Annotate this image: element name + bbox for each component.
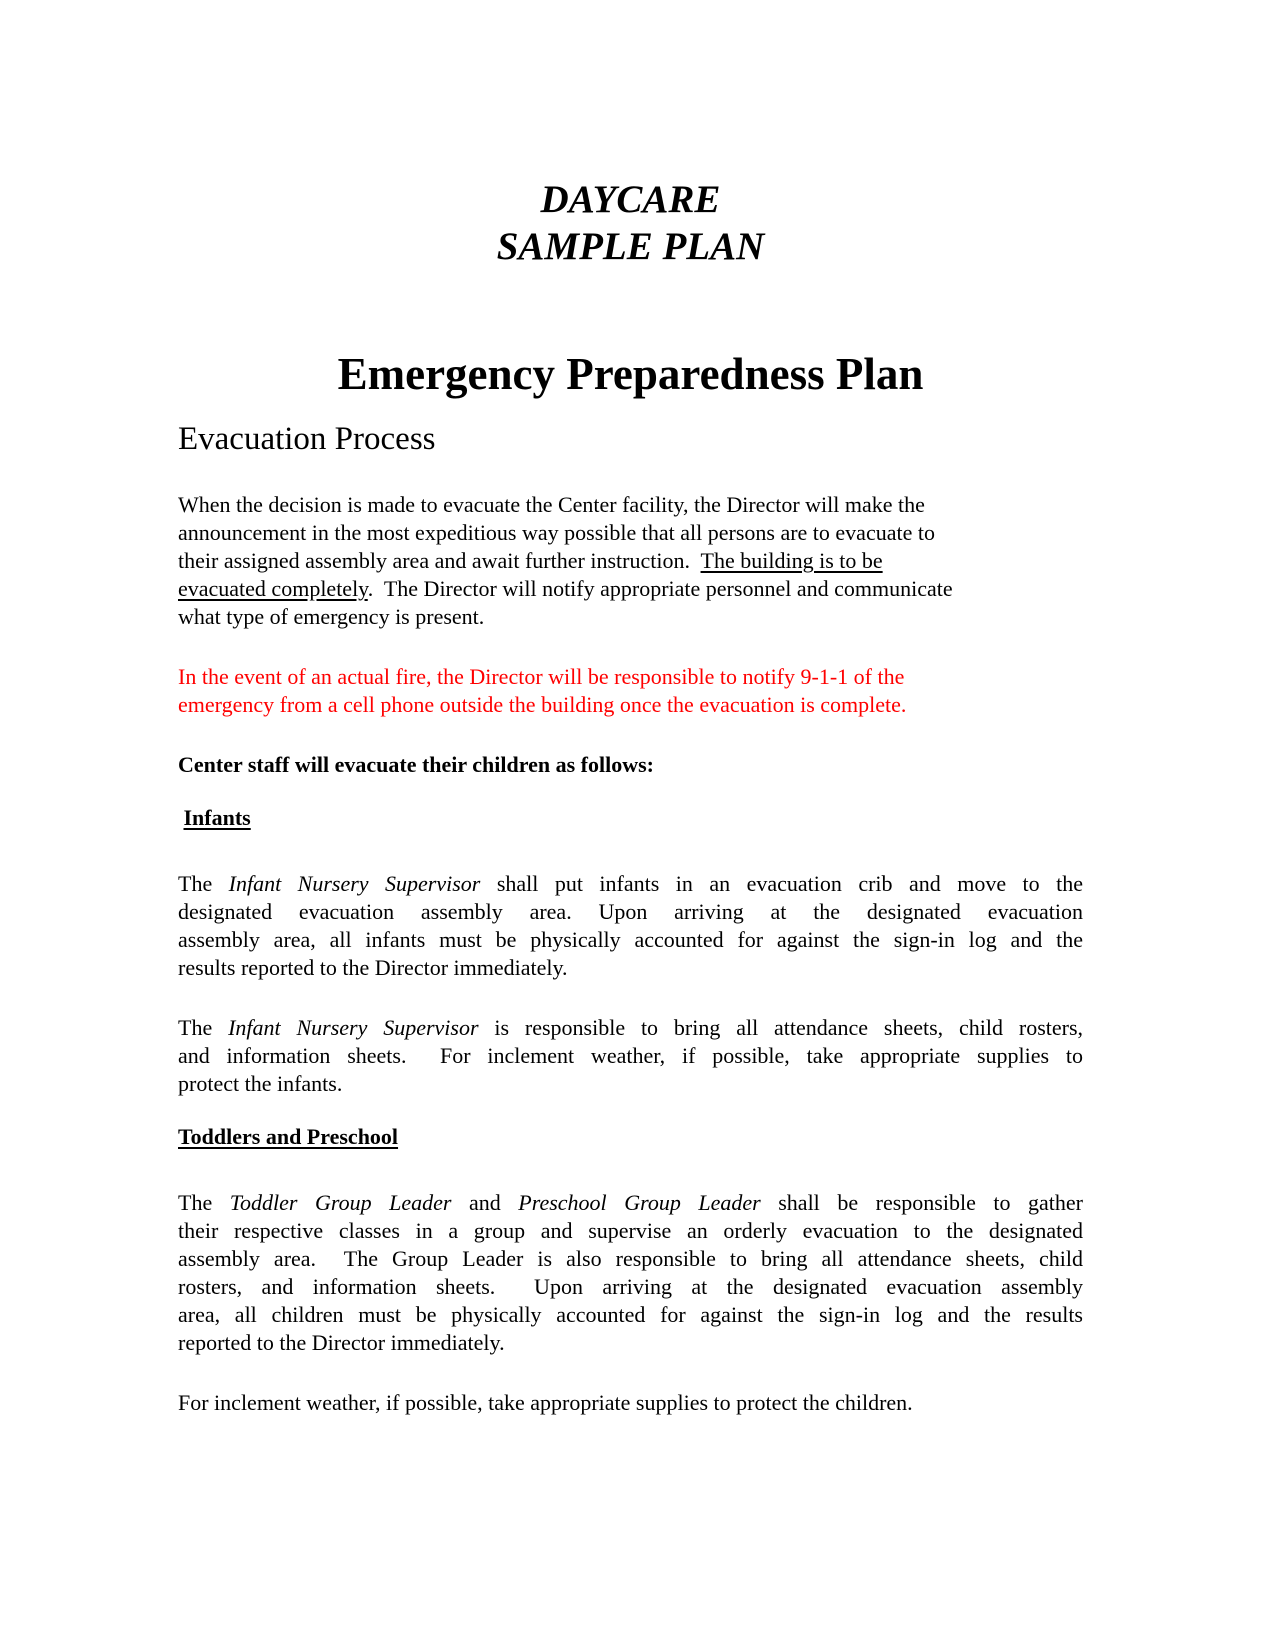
paragraph-infants-evacuation-line-4: results reported to the Director immediately. [178, 955, 568, 980]
paragraph-infants-evacuation-line-3: assembly area, all infants must be physically accounted for against the sign-in log and the [178, 927, 1083, 952]
paragraph-evacuation-intro-line-2: announcement in the most expeditious way possible that all persons are to evacuate to [178, 520, 935, 545]
subheading-infants [178, 804, 1083, 832]
paragraph-staff-evacuation-lead-in-line-1: Center staff will evacuate their children as follows: [178, 752, 654, 777]
paragraph-toddlers-evacuation-line-4: rosters, and information sheets. Upon arriving at the designated evacuation assembly [178, 1274, 1083, 1299]
paragraph-toddlers-evacuation-line-3: assembly area. The Group Leader is also responsible to bring all attendance sheets, child [178, 1246, 1083, 1271]
paragraph-evacuation-intro-line-5: what type of emergency is present. [178, 604, 485, 629]
paragraph-inclement-weather-children [178, 1389, 1083, 1417]
document-body [178, 176, 1083, 1417]
document-type-header-line-1: DAYCARE [540, 178, 721, 221]
paragraph-infants-supplies-line-1: The Infant Nursery Supervisor is responsible to bring all attendance sheets, child rosters, [178, 1015, 1084, 1040]
paragraph-evacuation-intro-line-3: their assigned assembly area and await further instruction. The building is to be [178, 548, 883, 573]
paragraph-fire-notification-warning-line-2: emergency from a cell phone outside the building once the evacuation is complete. [178, 692, 907, 717]
section-heading-evacuation-process [178, 419, 1083, 459]
paragraph-toddlers-evacuation-line-2: their respective classes in a group and supervise an orderly evacuation to the designated [178, 1218, 1083, 1243]
paragraph-toddlers-evacuation-line-1: The Toddler Group Leader and Preschool Group Leader shall be responsible to gather [178, 1190, 1083, 1215]
paragraph-fire-notification-warning [178, 663, 1083, 719]
paragraph-infants-evacuation [178, 870, 1083, 982]
paragraph-fire-notification-warning-line-1: In the event of an actual fire, the Director will be responsible to notify 9-1-1 of the [178, 664, 905, 689]
subheading-infants-line-1: Infants [183, 805, 251, 830]
paragraph-evacuation-intro-line-4: evacuated completely. The Director will notify appropriate personnel and communicate [178, 576, 953, 601]
document-type-header-line-2: SAMPLE PLAN [496, 225, 765, 268]
document-title [178, 347, 1083, 401]
document-title-line-1: Emergency Preparedness Plan [337, 349, 924, 399]
subheading-toddlers-and-preschool [178, 1123, 1083, 1151]
section-heading-evacuation-process-line-1: Evacuation Process [178, 421, 436, 457]
paragraph-inclement-weather-children-line-1: For inclement weather, if possible, take appropriate supplies to protect the children. [178, 1390, 913, 1415]
paragraph-infants-supplies-line-2: and information sheets. For inclement weather, if possible, take appropriate supplies to [178, 1043, 1083, 1068]
paragraph-evacuation-intro [178, 491, 1083, 631]
paragraph-toddlers-evacuation-line-5: area, all children must be physically accounted for against the sign-in log and the results [178, 1302, 1083, 1327]
paragraph-toddlers-evacuation-line-6: reported to the Director immediately. [178, 1330, 505, 1355]
paragraph-evacuation-intro-line-1: When the decision is made to evacuate the Center facility, the Director will make the [178, 492, 925, 517]
paragraph-infants-evacuation-line-2: designated evacuation assembly area. Upon arriving at the designated evacuation [178, 899, 1083, 924]
paragraph-infants-supplies [178, 1014, 1083, 1098]
paragraph-infants-supplies-line-3: protect the infants. [178, 1071, 343, 1096]
paragraph-staff-evacuation-lead-in [178, 751, 1083, 779]
subheading-toddlers-and-preschool-line-1: Toddlers and Preschool [178, 1124, 399, 1149]
paragraph-infants-evacuation-line-1: The Infant Nursery Supervisor shall put infants in an evacuation crib and move to the [178, 871, 1084, 896]
document-type-header [178, 176, 1083, 270]
paragraph-toddlers-evacuation [178, 1189, 1083, 1357]
